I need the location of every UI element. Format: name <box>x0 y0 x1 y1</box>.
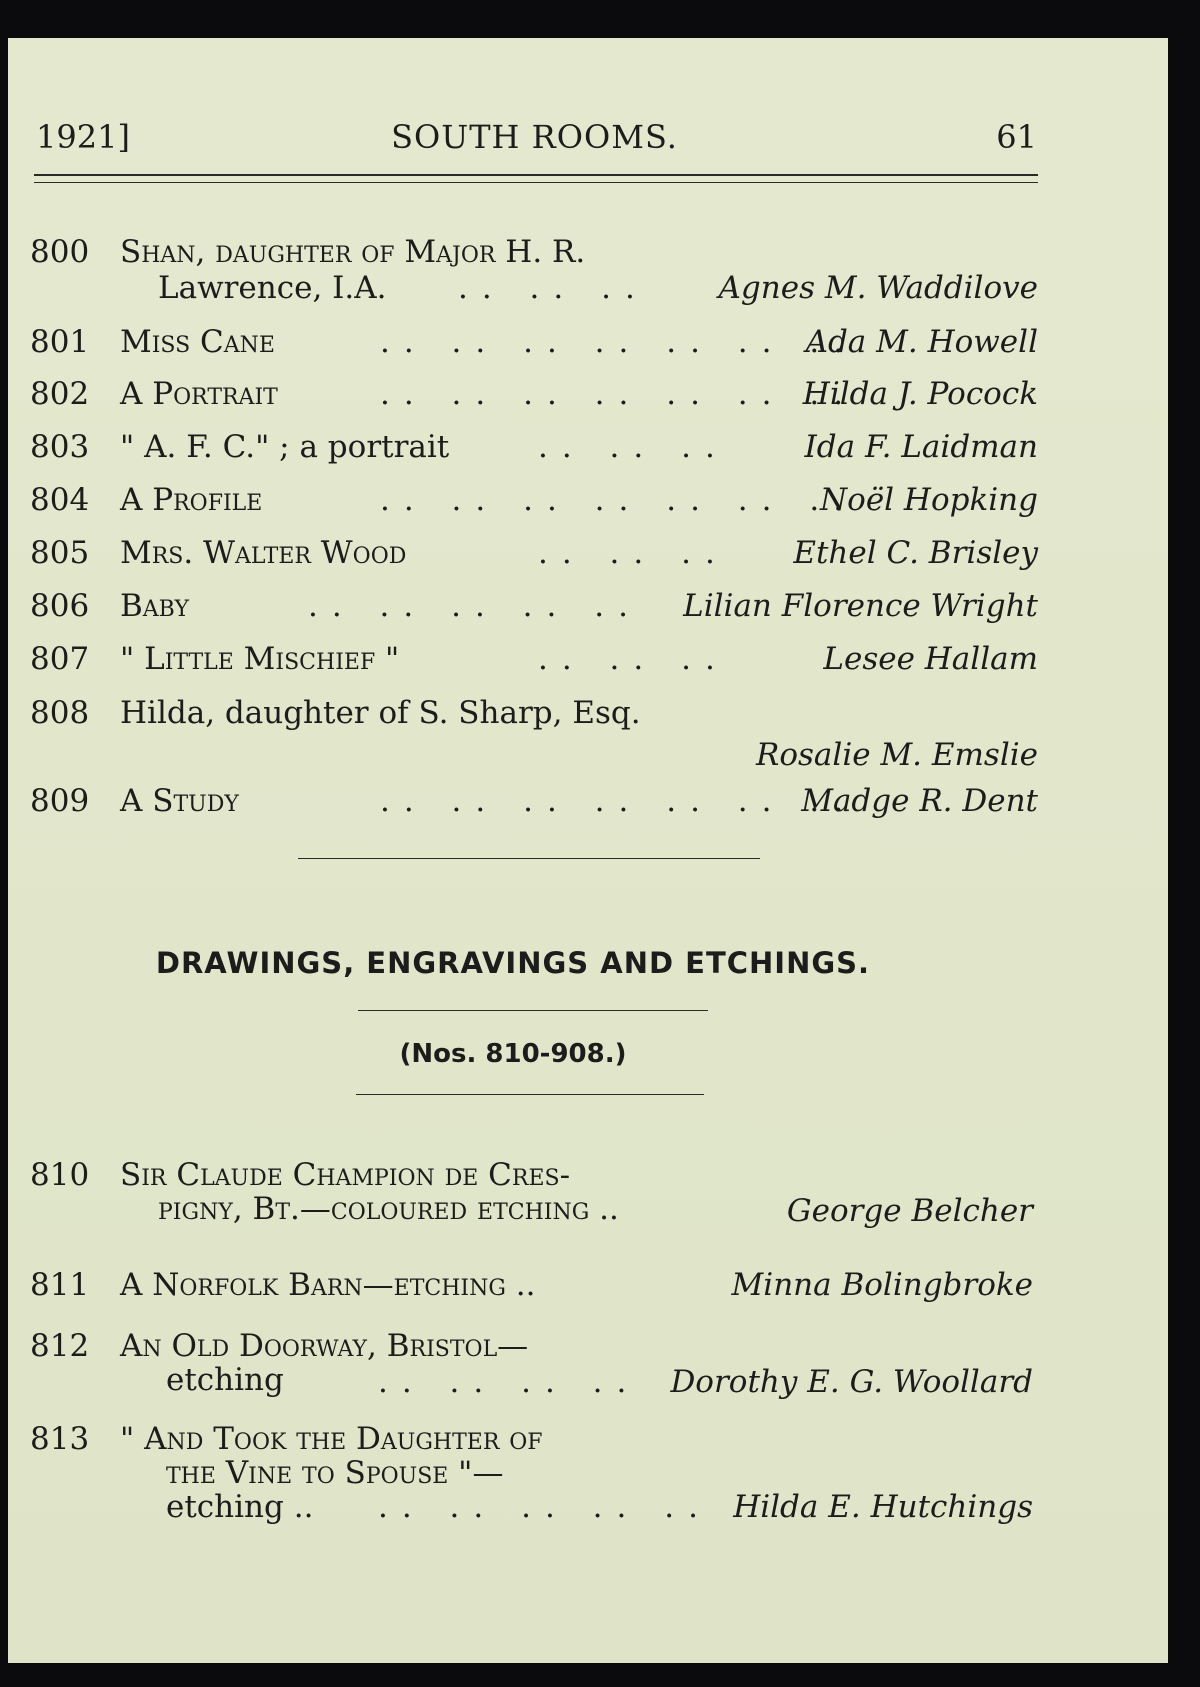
catalogue-entry-811 <box>8 1267 1168 1307</box>
catalogue-entry-800 <box>8 234 1168 314</box>
entry-title-line1: Sir Claude Champion de Cres- <box>120 1157 571 1193</box>
entry-artist: Lilian Florence Wright <box>683 588 1038 624</box>
entry-title-line1: Shan, daughter of Major H. R. <box>120 234 586 270</box>
entry-title: Miss Cane <box>120 324 275 360</box>
entry-number: 812 <box>30 1328 90 1364</box>
entry-title: A Profile <box>120 482 263 518</box>
leader-dots: .. .. .. .. .. <box>378 1489 712 1525</box>
entry-title-line1: An Old Doorway, Bristol— <box>120 1328 529 1364</box>
entry-artist: Ada M. Howell <box>805 324 1038 360</box>
entry-title-line1: " And Took the Daughter of <box>120 1421 543 1457</box>
catalogue-entry-805 <box>8 535 1168 575</box>
entry-title: A Portrait <box>120 376 278 412</box>
catalogue-entry-812 <box>8 1328 1168 1408</box>
entry-artist: George Belcher <box>786 1193 1033 1229</box>
catalogue-entry-813 <box>8 1421 1168 1541</box>
entry-artist: Hilda E. Hutchings <box>733 1489 1033 1525</box>
leader-dots: .. .. .. <box>538 429 729 465</box>
entry-artist: Madge R. Dent <box>801 783 1038 819</box>
entry-title: A Study <box>120 783 239 819</box>
leader-dots: .. .. .. .. .. .. .. <box>380 783 858 819</box>
page-number: 61 <box>996 118 1037 156</box>
entry-artist: Dorothy E. G. Woollard <box>670 1364 1033 1400</box>
leader-dots: .. .. .. .. .. .. .. <box>380 482 858 518</box>
catalogue-entry-802 <box>8 376 1168 416</box>
entry-number: 810 <box>30 1157 90 1193</box>
entry-number: 808 <box>30 695 90 731</box>
entry-number: 811 <box>30 1267 90 1303</box>
entry-title: Mrs. Walter Wood <box>120 535 407 571</box>
header-title: SOUTH ROOMS. <box>391 118 678 156</box>
leader-dots: .. .. .. <box>538 641 729 677</box>
entry-title: Baby <box>120 588 189 624</box>
catalogue-entry-803 <box>8 429 1168 469</box>
entry-number: 803 <box>30 429 90 465</box>
entry-number: 802 <box>30 376 90 412</box>
leader-dots: .. .. .. .. .. <box>308 588 642 624</box>
catalogue-entry-808 <box>8 695 1168 775</box>
header-year: 1921] <box>36 118 130 156</box>
catalogue-entry-801 <box>8 324 1168 364</box>
catalogue-entry-807 <box>8 641 1168 681</box>
entry-artist: Noël Hopking <box>820 482 1038 518</box>
leader-dots: .. .. .. .. <box>378 1364 641 1400</box>
catalogue-entry-804 <box>8 482 1168 522</box>
section-divider <box>298 858 760 859</box>
catalogue-entry-806 <box>8 588 1168 628</box>
entry-artist: Hilda J. Pocock <box>802 376 1038 412</box>
entry-title-line2: the Vine to Spouse "— <box>166 1455 504 1491</box>
entry-artist: Ethel C. Brisley <box>793 535 1038 571</box>
leader-dots: .. .. .. <box>538 535 729 571</box>
entry-number: 805 <box>30 535 90 571</box>
catalogue-entry-810 <box>8 1157 1168 1237</box>
leader-dots: .. .. .. .. .. .. .. <box>380 324 858 360</box>
heading-rule-top <box>358 1010 708 1011</box>
entry-artist: Minna Bolingbroke <box>731 1267 1033 1303</box>
entry-number: 804 <box>30 482 90 518</box>
entry-number: 813 <box>30 1421 90 1457</box>
heading-rule-bottom <box>356 1094 704 1095</box>
entry-number: 807 <box>30 641 90 677</box>
entry-artist: Ida F. Laidman <box>804 429 1038 465</box>
header-double-rule <box>34 174 1038 183</box>
entry-title-line2: Lawrence, I.A. <box>158 270 387 306</box>
entry-number: 806 <box>30 588 90 624</box>
catalogue-entry-809 <box>8 783 1168 823</box>
entry-artist: Rosalie M. Emslie <box>756 737 1038 773</box>
entry-number: 801 <box>30 324 90 360</box>
entry-title-line3: etching .. <box>166 1489 314 1525</box>
entry-number: 809 <box>30 783 90 819</box>
entry-title-line2: etching <box>166 1362 284 1398</box>
leader-dots: .. .. .. <box>458 270 649 306</box>
section-heading: DRAWINGS, ENGRAVINGS AND ETCHINGS. <box>155 946 871 980</box>
leader-dots: .. .. .. .. .. .. .. <box>380 376 858 412</box>
entry-title-line2: pigny, Bt.—coloured etching .. <box>158 1191 619 1227</box>
entry-title: " Little Mischief " <box>120 641 400 677</box>
entry-artist: Agnes M. Waddilove <box>718 270 1038 306</box>
section-range: (Nos. 810-908.) <box>399 1039 627 1069</box>
entry-title: A Norfolk Barn—etching .. <box>120 1267 536 1303</box>
running-head <box>32 118 1037 168</box>
entry-title: " A. F. C." ; a portrait <box>120 429 450 465</box>
entry-title: Hilda, daughter of S. Sharp, Esq. <box>120 695 641 731</box>
entry-artist: Lesee Hallam <box>823 641 1038 677</box>
entry-number: 800 <box>30 234 90 270</box>
catalogue-page <box>8 38 1168 1663</box>
